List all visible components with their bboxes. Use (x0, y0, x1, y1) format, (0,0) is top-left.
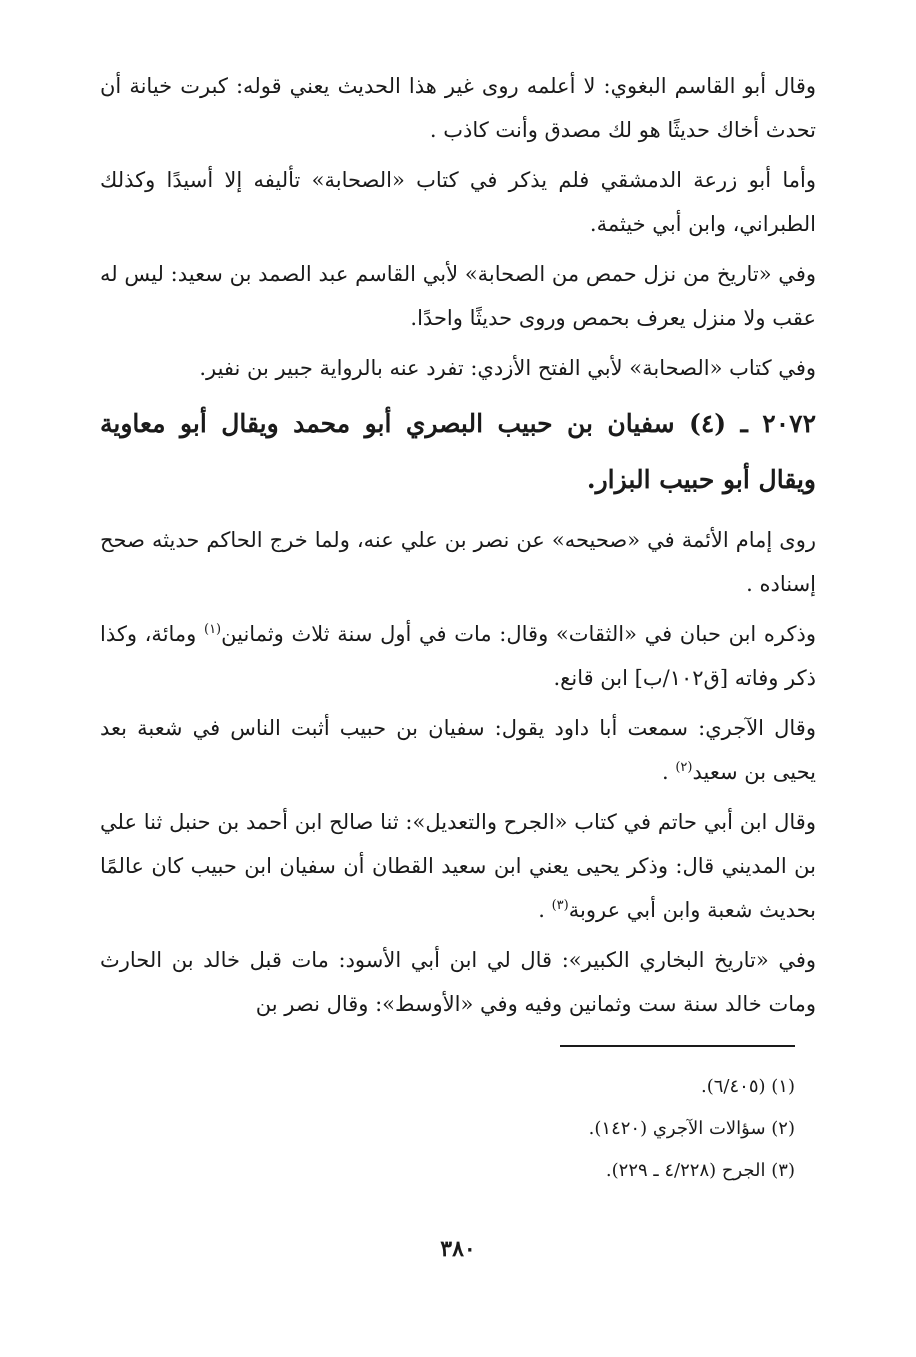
entry-paragraph (100, 800, 816, 932)
entry-text-tail: ومائة، وكذا ذكر وفاته [ق١٠٢/ب] ابن قانع. (100, 622, 816, 690)
paragraph: وقال أبو القاسم البغوي: لا أعلمه روى غير هذا الحديث يعني قوله: كبرت خيانة أن تحدث أخاك حديثًا هو لك مصدق وأنت كاذب . (100, 74, 816, 142)
footnote-divider (560, 1045, 795, 1047)
paragraph: وفي «تاريخ من نزل حمص من الصحابة» لأبي القاسم عبد الصمد بن سعيد: ليس له عقب ولا منزل يعرف بحمص وروى حديثًا واحدًا. (100, 262, 816, 330)
footnote-item: (٣) الجرح (٤/٢٢٨ ـ ٢٢٩). (605, 1160, 795, 1181)
paragraph: وفي كتاب «الصحابة» لأبي الفتح الأزدي: تفرد عنه بالرواية جبير بن نفير. (199, 356, 816, 380)
entry-heading: ٢٠٧٢ ـ (٤) سفيان بن حبيب البصري أبو محمد ويقال أبو معاوية ويقال أبو حبيب البزار. (100, 409, 816, 494)
entry-text: روى إمام الأئمة في «صحيحه» عن نصر بن علي عنه، ولما خرج الحاكم حديثه صحح إسناده . (100, 528, 816, 596)
entry-text: وفي «تاريخ البخاري الكبير»: قال لي ابن أبي الأسود: مات قبل خالد بن الحارث ومات خالد سنة ست وثمانين وفيه وفي «الأوسط»: وقال نصر بن (100, 948, 816, 1016)
entry-text: وذكره ابن حبان في «الثقات» وقال: مات في أول سنة ثلاث وثمانين (221, 622, 816, 646)
entry-paragraph (100, 518, 816, 606)
footnote-item: (٢) سؤالات الآجري (١٤٢٠). (588, 1118, 795, 1139)
paragraph: وأما أبو زرعة الدمشقي فلم يذكر في كتاب «الصحابة» تأليفه إلا أسيدًا وكذلك الطبراني، وابن أبي خيثمة. (100, 168, 816, 236)
footnote-marker[interactable]: (٣) (551, 898, 569, 913)
entry-paragraph (100, 706, 816, 794)
entry-paragraph (100, 938, 816, 1026)
page-body (100, 64, 816, 1032)
entry-text-tail: . (661, 760, 676, 784)
entry-paragraph (100, 612, 816, 700)
entry-text: وقال ابن أبي حاتم في كتاب «الجرح والتعديل»: ثنا صالح ابن أحمد بن حنبل ثنا علي بن المديني قال: وذكر يحيى يعني ابن سعيد القطان أن سفيان ابن حبيب كان عالمًا بحديث شعبة وابن أبي عروبة (100, 810, 816, 922)
entry-text-tail: . (538, 898, 552, 922)
footnote-marker[interactable]: (٢) (675, 760, 693, 775)
footnote-marker[interactable]: (١) (203, 622, 222, 637)
entry-text: وقال الآجري: سمعت أبا داود يقول: سفيان بن حبيب أثبت الناس في شعبة بعد يحيى بن سعيد (100, 716, 816, 784)
footnotes (400, 1066, 795, 1192)
page-number: ٣٨٠ (440, 1236, 476, 1262)
footnote-item: (١) (٦/٤٠٥). (701, 1076, 795, 1097)
